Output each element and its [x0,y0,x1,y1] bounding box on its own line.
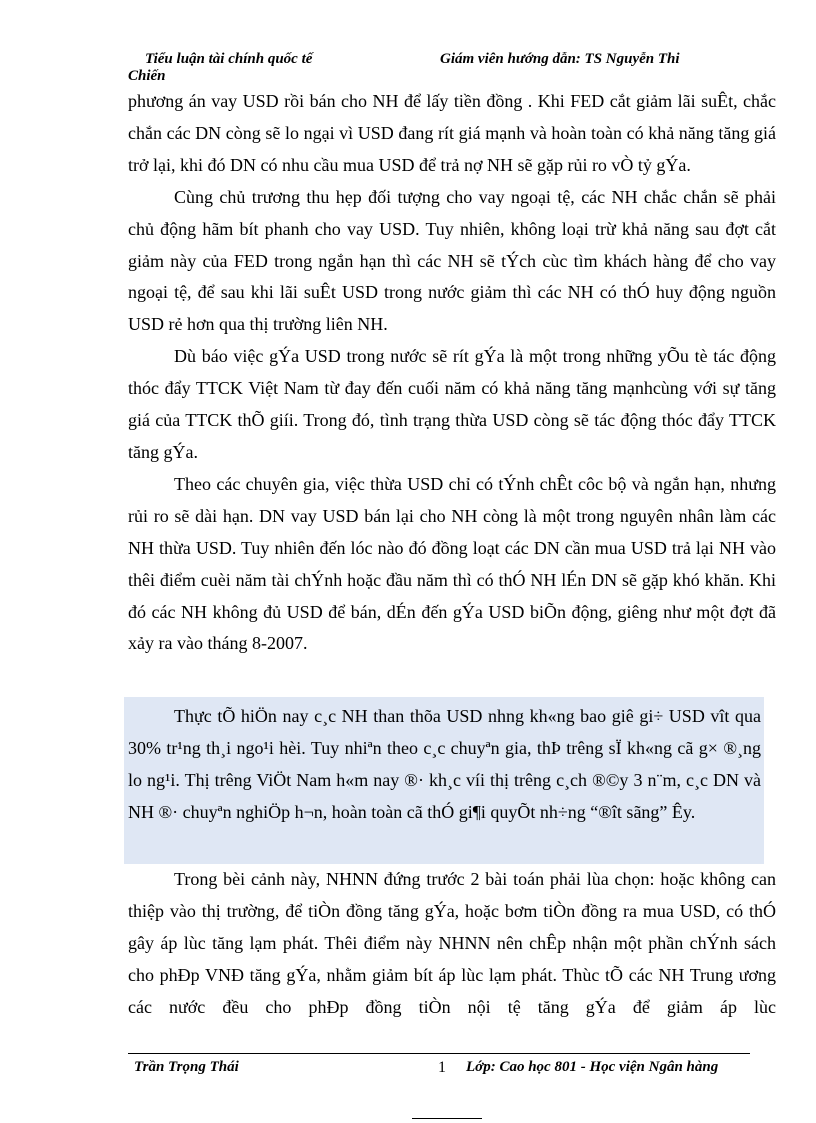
header-document-title: Tiểu luận tài chính quốc tế [145,51,313,67]
paragraph-3: Dù báo việc gÝa USD trong nước sẽ rít gÝa là một trong những yÕu tè tác động thóc đẩy TTCK Việt Nam từ đay đến cuối năm có khả năng tăng mạnhcùng với sự tăng giá của TTCK thÕ giíi. Trong đó, tình trạng thừa USD còng sẽ tác động thóc đẩy TTCK tăng gÝa. [128,346,776,462]
header-supervisor-wrap: Chiến [128,68,166,84]
page-number: 1 [438,1059,446,1076]
main-text-continued [128,864,776,1024]
highlighted-paragraph: Thực tÕ hiÖn nay c¸c NH than thõa USD nhng kh«ng bao giê gi÷ USD vît qua 30% tr¹ng th¸i ngo¹i hèi. Tuy nhiªn theo c¸c chuyªn gia, thÞ trêng sÏ kh«ng cã g× ®¸ng lo ng¹i. Thị trêng ViÖt Nam h«m nay ®· kh¸c víi thị trêng c¸ch ®©y 3 n¨m, c¸c DN và NH ®· chuyªn nghiÖp h¬n, hoàn toàn cã thÓ gi¶i quyÕt nh÷ng “®ît sãng” Êy. [128,706,761,822]
highlighted-paragraph-box [124,697,764,864]
paragraph-1: phương án vay USD rồi bán cho NH để lấy tiền đồng . Khi FED cắt giảm lãi suÊt, chắc chắn các DN còng sẽ lo ngại vì USD đang rít giá mạnh và hoàn toàn có khả năng tăng giá trở lại, khi đó DN có nhu cầu mua USD để trả nợ NH sẽ gặp rủi ro vÒ tỷ gÝa. [128,91,776,175]
paragraph-6: Trong bèi cảnh này, NHNN đứng trước 2 bài toán phải lùa chọn: hoặc không can thiệp vào thị trường, để tiÒn đồng tăng gÝa, hoặc bơm tiÒn đồng ra mua USD, có thÓ gây áp lùc tăng lạm phát. Thêi điểm này NHNN nên chÊp nhận một phần chÝnh sách cho phÐp VNĐ tăng gÝa, nhằm giảm bít áp lùc lạm phát. Thùc tÕ các NH Trung ương các nước đều cho phÐp đồng tiÒn nội tệ tăng gÝa để giảm áp lùc [128,869,776,1017]
footer-class-info: Lớp: Cao học 801 - Học viện Ngân hàng [466,1059,719,1075]
header-supervisor: Giám viên hướng dẫn: TS Nguyễn Thi [440,51,680,67]
footer-author: Trần Trọng Thái [134,1059,239,1075]
main-text [128,86,776,660]
paragraph-4: Theo các chuyên gia, việc thừa USD chỉ có tÝnh chÊt côc bộ và ngắn hạn, nhưng rủi ro sẽ dài hạn. DN vay USD bán lại cho NH còng là một trong nguyên nhân làm các NH thừa USD. Tuy nhiên đến lóc nào đó đồng loạt các DN cần mua USD trả lại NH vào thêi điểm cuèi năm tài chÝnh hoặc đầu năm thì có thÓ NH lÉn DN sẽ gặp khó khăn. Khi đó các NH không đủ USD để bán, dÉn đến gÝa USD biÕn động, giêng như một đợt đã xảy ra vào tháng 8-2007. [128,473,776,654]
paragraph-2: Cùng chủ trương thu hẹp đối tượng cho vay ngoại tệ, các NH chắc chắn sẽ phải chủ động hãm bít phanh cho vay USD. Tuy nhiên, không loại trừ khả năng sau đợt cắt giảm này của FED trong ngắn hạn thì các NH sẽ tÝch cùc tìm khách hàng để cho vay ngoại tệ, để sau khi lãi suÊt USD trong nước giảm thì các NH có thÓ huy động nguồn USD rẻ hơn qua thị trường liên NH. [128,186,776,335]
footer-divider [128,1053,750,1054]
footer-bottom-line [412,1118,482,1119]
